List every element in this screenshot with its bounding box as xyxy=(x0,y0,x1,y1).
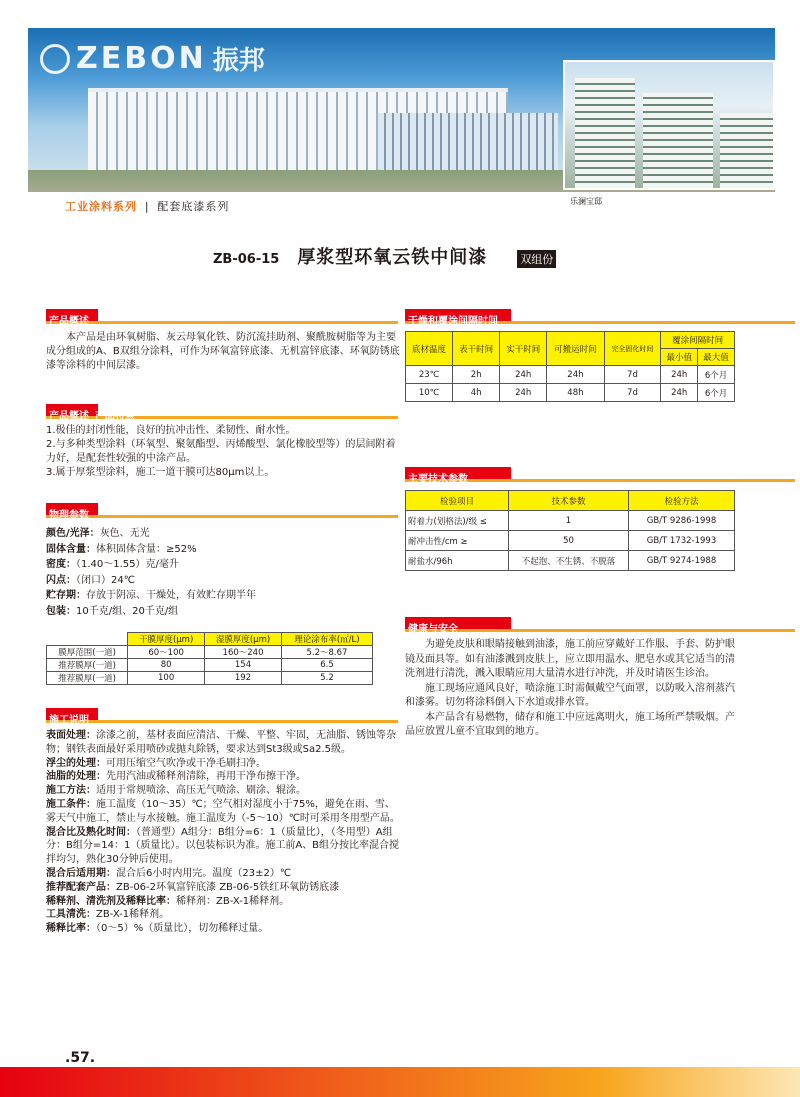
component-badge: 双组份 xyxy=(517,250,556,268)
application-row: 混合后适用期：混合后6小时内用完。温度（23±2）℃ xyxy=(46,867,292,879)
drying-heading: 干燥和覆涂间隔时间 xyxy=(405,309,795,324)
footer-bar xyxy=(0,1067,800,1097)
application-row: 浮尘的处理：可用压缩空气吹净或干净毛刷扫净。 xyxy=(46,757,266,769)
param-row: 包装：10千克/组、20千克/组 xyxy=(46,605,179,617)
feature-item: 2.与多种类型涂料（环氧型、聚氨酯型、丙烯酸型、氯化橡胶型等）的层间附着力好，是配套性较强的中涂产品。 xyxy=(46,439,396,464)
photo-caption: 乐澜宝邸 xyxy=(570,197,602,206)
table-row: 推荐膜厚(一道) 80 154 6.5 xyxy=(47,659,373,672)
application-row: 稀释剂、清洗剂及稀释比率：稀释剂：ZB-X-1稀释剂。 xyxy=(46,895,290,907)
table-row: 23℃ 2h 24h 24h 7d 24h 6个月 xyxy=(406,366,735,384)
table-row: 膜厚范围(一道) 60～100 160～240 5.2～8.67 xyxy=(47,646,373,659)
brand-logo xyxy=(40,40,265,77)
overview-heading: 产品概述 xyxy=(46,309,398,324)
physical-params xyxy=(46,526,401,619)
feature-item: 1.极佳的封闭性能，良好的抗冲击性、柔韧性、耐水性。 xyxy=(46,425,296,436)
product-code: ZB-06-15 xyxy=(213,252,280,267)
logo-text-cn: 振邦 xyxy=(212,46,265,76)
table-row: 推荐膜厚(一道) 100 192 5.2 xyxy=(47,672,373,685)
application-text xyxy=(46,729,401,936)
product-title xyxy=(213,243,556,269)
table-row: 耐盐水/96h 不起泡、不生锈、不脱落 GB/T 9274-1988 xyxy=(406,551,735,571)
safety-text xyxy=(405,638,735,740)
application-heading: 施工说明 xyxy=(46,708,398,723)
param-row: 贮存期：存放于阴凉、干燥处，有效贮存期半年 xyxy=(46,590,256,601)
safety-paragraph: 施工现场应通风良好，喷涂施工时需佩戴空气面罩，以防吸入溶剂蒸汽和漆雾。切勿将涂料倒入下水道或排水管。 xyxy=(405,682,735,708)
page-number: .57. xyxy=(65,1050,96,1066)
param-row: 固体含量：体积固体含量：≥52% xyxy=(46,543,197,555)
table-row: 耐冲击性/cm ≥ 50 GB/T 1732-1993 xyxy=(406,531,735,551)
application-row: 稀释比率：（0～5）%（质量比），切勿稀释过量。 xyxy=(46,923,269,935)
series-secondary: 配套底漆系列 xyxy=(157,200,230,213)
safety-paragraph: 本产品含有易燃物，储存和施工中应远离明火，施工场所严禁吸烟。产品应放置儿童不宜取到的地方。 xyxy=(405,711,735,737)
features-heading: 产品概述 产品特点 xyxy=(46,404,398,419)
feature-item: 3.属于厚浆型涂料，施工一道干膜可达80μm以上。 xyxy=(46,467,275,478)
tech-heading: 主要技术参数 xyxy=(405,467,795,482)
table-row: 10℃ 4h 24h 48h 7d 24h 6个月 xyxy=(406,384,735,402)
application-row: 施工方法：适用于常规喷涂、高压无气喷涂、刷涂、辊涂。 xyxy=(46,785,306,797)
application-row: 表面处理：涂漆之前，基材表面应清洁、干燥、平整、牢固，无油脂、锈蚀等杂物；钢铁表面最好采用喷砂或抛丸除锈，要求达到St3级或Sa2.5级。 xyxy=(46,730,396,755)
series-separator: | xyxy=(144,200,150,213)
features-list xyxy=(46,424,401,480)
param-row: 颜色/光泽：灰色、无光 xyxy=(46,528,150,539)
product-name: 厚浆型环氧云铁中间漆 xyxy=(297,247,488,268)
param-row: 闪点：（闭口）24℃ xyxy=(46,574,135,586)
apartment-photo xyxy=(563,60,775,190)
film-thickness-table: 干膜厚度(μm) 湿膜厚度(μm) 理论涂布率(㎡/L) 膜厚范围(一道) 60～100 160～240 5.2～8.67 推荐膜厚(一道) 80 154 6.5 推荐膜厚(一道) 100 192 5.2 xyxy=(46,632,373,685)
overview-text: 本产品是由环氧树脂、灰云母氧化铁、防沉流挂助剂、聚酰胺树脂等为主要成分组成的A、B双组分涂料，可作为环氧富锌底漆、无机富锌底漆、环氧防锈底漆等涂料的中间层漆。 xyxy=(46,332,400,371)
logo-mark-icon xyxy=(40,44,70,74)
logo-text: ZEBON xyxy=(76,41,207,76)
application-row: 工具清洗：ZB-X-1稀释剂。 xyxy=(46,909,170,921)
application-row: 油脂的处理：先用汽油或稀释剂清除，再用干净布擦干净。 xyxy=(46,771,306,783)
series-breadcrumb xyxy=(65,198,229,214)
tech-params-table: 检验项目 技术参数 检验方法 附着力(划格法)/级 ≤ 1 GB/T 9286-1998 耐冲击性/cm ≥ 50 GB/T 1732-1993 耐盐水/96h 不起泡、不生锈、不脱落 GB/T 9274-1988 xyxy=(405,490,735,571)
safety-heading: 健康与安全 xyxy=(405,617,795,632)
application-row: 混合比及熟化时间：（普通型）A组分：B组分=6：1（质量比），（冬用型）A组分：B组分=14：1（质量比）。以包装标识为准。施工前A、B组分按比率混合搅拌均匀，熟化30分钟后使用。 xyxy=(46,826,400,866)
application-row: 推荐配套产品：ZB-06-2环氧富锌底漆 ZB-06-5铁红环氧防锈底漆 xyxy=(46,881,340,893)
application-row: 施工条件：施工温度（10～35）℃；空气相对湿度小于75%，避免在雨、雪、雾天气中施工，禁止与水接触。施工温度为（-5～10）℃时可采用冬用型产品。 xyxy=(46,798,400,824)
param-row: 密度：（1.40～1.55）克/毫升 xyxy=(46,559,179,570)
series-primary: 工业涂料系列 xyxy=(65,200,137,213)
physical-heading: 物理参数 xyxy=(46,503,398,518)
table-row: 附着力(划格法)/级 ≤ 1 GB/T 9286-1998 xyxy=(406,511,735,531)
safety-paragraph: 为避免皮肤和眼睛接触到油漆，施工前应穿戴好工作服、手套、防护眼镜及面具等。如有油漆溅到皮肤上，应立即用温水、肥皂水或其它适当的清洗剂进行清洗，溅入眼睛应用大量清水进行冲洗，并及时请医生诊治。 xyxy=(405,639,735,679)
drying-table: 底材温度 表干时间 实干时间 可搬运时间 完全固化时间 覆涂间隔时间 最小值 最大值 23℃ 2h 24h 24h 7d 24h 6个月 10℃ 4h 24h 48h 7d 24h 6个月 xyxy=(405,331,735,402)
